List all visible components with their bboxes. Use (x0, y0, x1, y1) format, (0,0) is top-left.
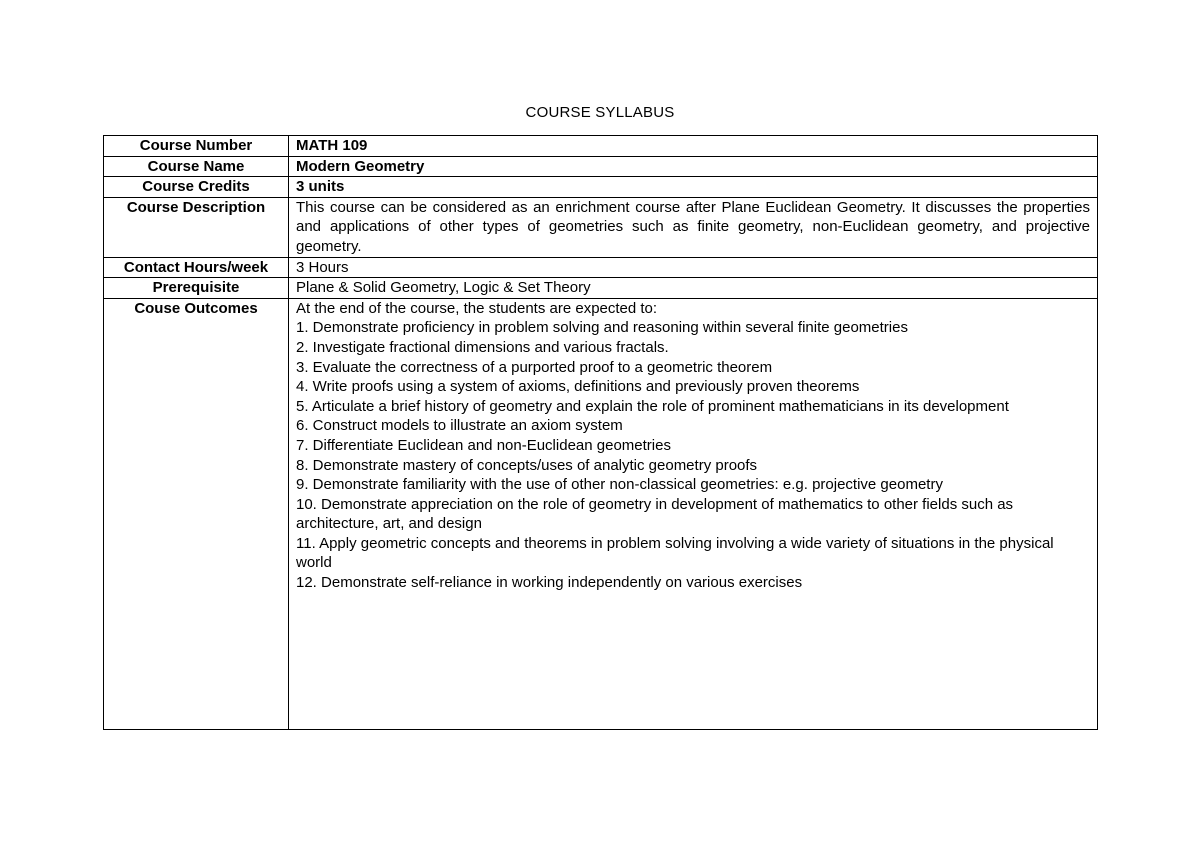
course-description-value: This course can be considered as an enrichment course after Plane Euclidean Geometry. It discusses the properties and applications of other types of geometries such as finite geometry, non-Euclidean geometry, and projective geometry. (289, 197, 1098, 257)
prerequisite-value: Plane & Solid Geometry, Logic & Set Theory (289, 278, 1098, 299)
course-name-label: Course Name (104, 156, 289, 177)
prerequisite-label: Prerequisite (104, 278, 289, 299)
table-row-course-description (104, 197, 1098, 257)
outcome-item: 11. Apply geometric concepts and theorems in problem solving involving a wide variety of situations in the physical world (296, 534, 1054, 572)
table-row-outcomes (104, 298, 1098, 729)
syllabus-table (103, 135, 1098, 730)
outcomes-value (289, 298, 1098, 729)
outcomes-intro: At the end of the course, the students are expected to: (296, 299, 658, 317)
contact-hours-label: Contact Hours/week (104, 257, 289, 278)
table-row-course-name (104, 156, 1098, 177)
course-number-label: Course Number (104, 136, 289, 157)
course-description-label: Course Description (104, 197, 289, 257)
outcome-item: 3. Evaluate the correctness of a purported proof to a geometric theorem (296, 358, 773, 376)
course-name-value: Modern Geometry (289, 156, 1098, 177)
outcome-item: 8. Demonstrate mastery of concepts/uses of analytic geometry proofs (296, 456, 758, 474)
outcome-item: 6. Construct models to illustrate an axiom system (296, 417, 623, 435)
outcome-item: 12. Demonstrate self-reliance in working independently on various exercises (296, 574, 803, 592)
table-row-course-credits (104, 177, 1098, 198)
course-credits-label: Course Credits (104, 177, 289, 198)
page-title: COURSE SYLLABUS (525, 104, 675, 121)
table-row-contact-hours (104, 257, 1098, 278)
course-credits-value: 3 units (289, 177, 1098, 198)
outcome-item: 4. Write proofs using a system of axioms, definitions and previously proven theorems (296, 378, 860, 396)
outcome-item: 5. Articulate a brief history of geometry and explain the role of prominent mathematicians in its development (296, 397, 1009, 415)
table-row-prerequisite (104, 278, 1098, 299)
contact-hours-value: 3 Hours (289, 257, 1098, 278)
outcome-item: 7. Differentiate Euclidean and non-Euclidean geometries (296, 436, 671, 454)
table-row-course-number (104, 136, 1098, 157)
outcome-item: 2. Investigate fractional dimensions and various fractals. (296, 338, 669, 356)
outcome-item: 10. Demonstrate appreciation on the role of geometry in development of mathematics to other fields such as architecture, art, and design (296, 495, 1014, 533)
outcome-item: 1. Demonstrate proficiency in problem solving and reasoning within several finite geometries (296, 319, 908, 337)
course-number-value: MATH 109 (289, 136, 1098, 157)
outcome-item: 9. Demonstrate familiarity with the use of other non-classical geometries: e.g. projective geometry (296, 476, 943, 494)
outcomes-label: Couse Outcomes (104, 298, 289, 729)
